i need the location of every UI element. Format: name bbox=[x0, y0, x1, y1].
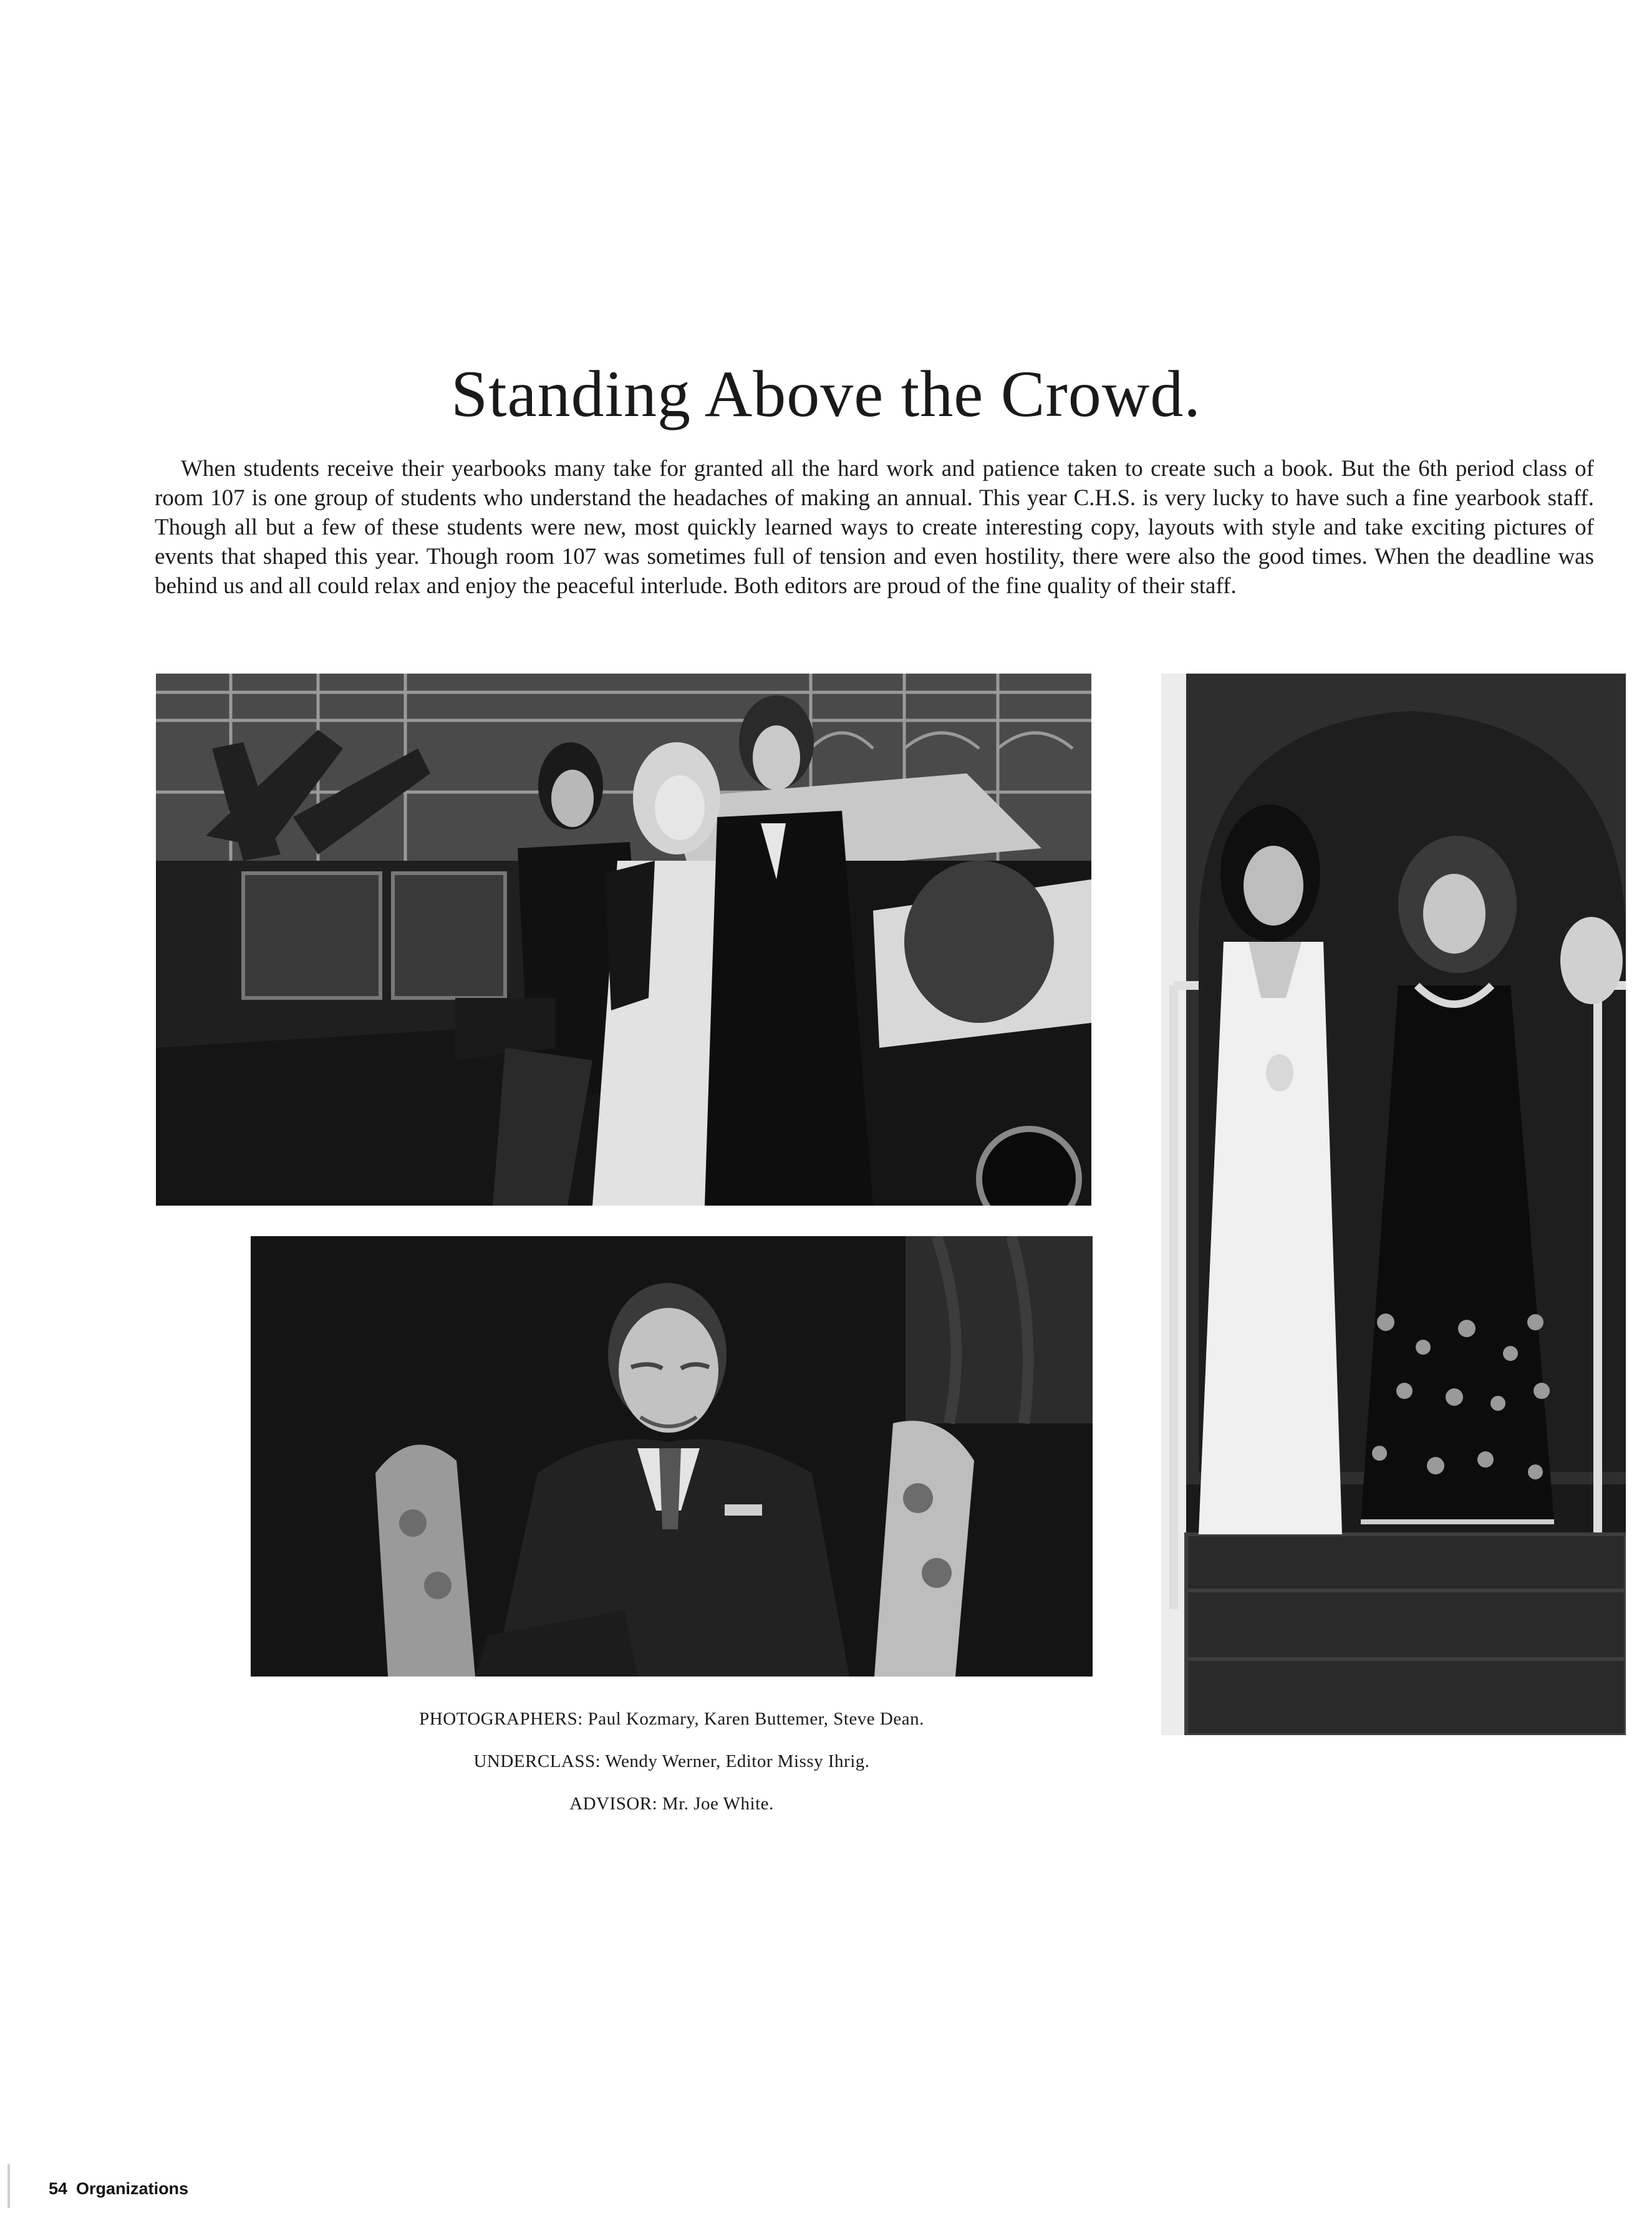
page-title: Standing Above the Crowd. bbox=[451, 357, 1201, 430]
credit-advisor: ADVISOR: Mr. Joe White. bbox=[569, 1794, 774, 1814]
photo-students-by-car-image bbox=[156, 674, 1091, 1206]
page-edge-rule bbox=[7, 2164, 10, 2208]
section-name: Organizations bbox=[76, 2179, 189, 2198]
credit-underclass: UNDERCLASS: Wendy Werner, Editor Missy Ihrig. bbox=[473, 1751, 870, 1771]
photo-advisor-seated-image bbox=[251, 1236, 1093, 1677]
page-footer bbox=[49, 2179, 188, 2199]
photo-students-by-car bbox=[156, 674, 1091, 1206]
photo-advisor-seated bbox=[251, 1236, 1093, 1677]
credit-photographers: PHOTOGRAPHERS: Paul Kozmary, Karen Buttemer, Steve Dean. bbox=[419, 1709, 924, 1729]
body-copy: When students receive their yearbooks many take for granted all the hard work and patience taken to create such a book. But the 6th period class of room 107 is one group of students who understand the headaches of making an annual. This year C.H.S. is very lucky to have such a fine yearbook staff. Though all but a few of these students were new, most quickly learned ways to create interesting copy, layouts with style and take exciting pictures of events that shaped this year. Though room 107 was sometimes full of tension and even hostility, there were also the good times. When the deadline was behind us and all could relax and enjoy the peaceful interlude. Both editors are proud of the fine quality of their staff. bbox=[155, 456, 1594, 599]
staff-credits bbox=[251, 1698, 1093, 1825]
page-number: 54 bbox=[49, 2179, 68, 2198]
photo-two-women-in-gowns bbox=[1161, 674, 1626, 1735]
photo-two-women-in-gowns-image bbox=[1161, 674, 1626, 1735]
